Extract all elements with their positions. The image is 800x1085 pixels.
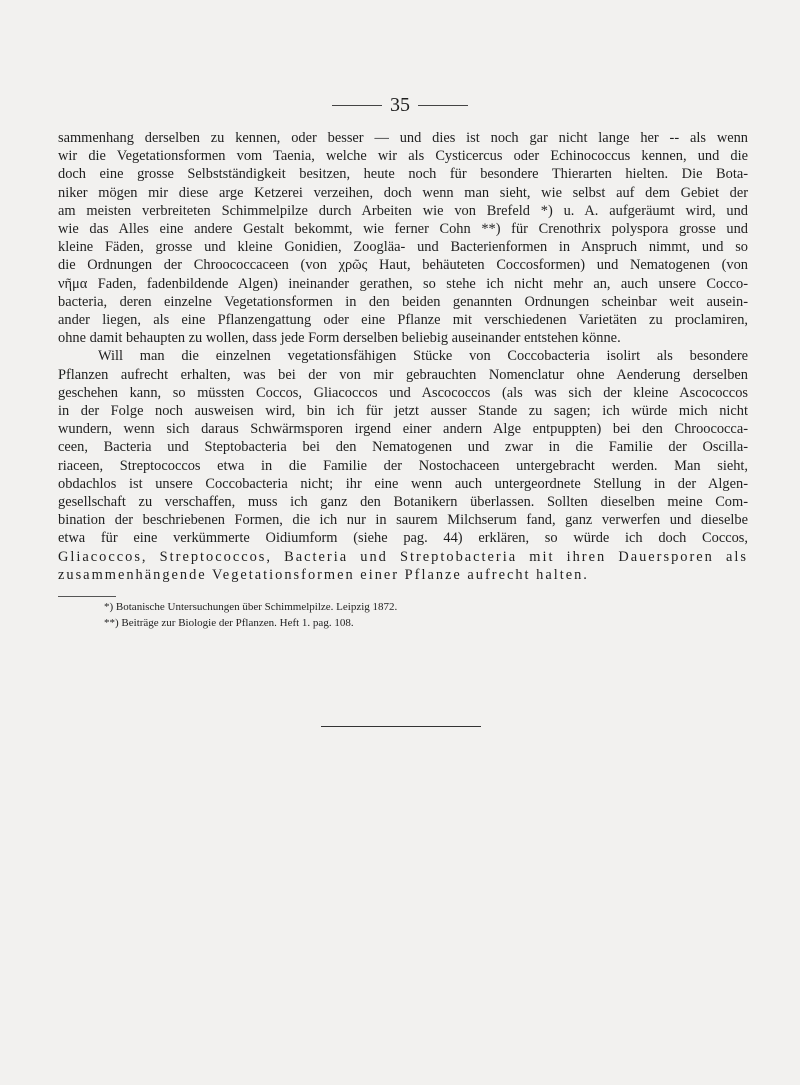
text-line: geschehen kann, so müssten Coccos, Gliacoccos und Ascococcos (als was sich der kleine Ascococcos [58, 384, 748, 401]
text-line: obdachlos ist unsere Coccobacteria nicht; ihr eine wenn auch untergeordnete Stellung in der Algen- [58, 475, 748, 492]
footnote-1: *) Botanische Untersuchungen über Schimmelpilze. Leipzig 1872. [104, 601, 398, 613]
body-text [58, 129, 748, 584]
text-line: etwa für eine verkümmerte Oidiumform (siehe pag. 44) erklären, so würde ich doch Coccos, [58, 530, 748, 547]
text-line: Will man die einzelnen vegetationsfähigen Stücke von Coccobacteria isolirt als besondere [98, 348, 748, 365]
text-line: ohne damit behaupten zu wollen, dass jede Form derselben beliebig auseinander entstehen könne. [58, 330, 621, 347]
paragraph-1 [58, 129, 748, 347]
footnote-divider [58, 596, 116, 597]
text-line: sammenhang derselben zu kennen, oder besser — und dies ist noch gar nicht lange her -- als wenn [58, 130, 748, 146]
text-line: wundern, wenn sich daraus Schwärmsporen irgend einer andern Alge entpuppten) bei den Chroococca- [58, 421, 748, 438]
text-line: die Ordnungen der Chroococcaceen (von χρῶς Haut, behäuteten Coccosformen) und Nematogenen (von [58, 257, 748, 274]
text-line: Gliacoccos, Streptococcos, Bacteria und Streptobacteria mit ihren Dauersporen als [58, 548, 748, 565]
text-line: kleine Fäden, grosse und kleine Gonidien, Zoogläa- und Bacterienformen in Anspruch nimmt, und so [58, 239, 748, 256]
page-number-row [0, 95, 800, 115]
text-line: in der Folge noch ausweisen wird, bin ich für jetzt ausser Stande zu sagen; ich würde mich nicht [58, 403, 748, 420]
footnote-2: **) Beiträge zur Biologie der Pflanzen. Heft 1. pag. 108. [104, 616, 354, 629]
text-line: Pflanzen aufrecht erhalten, was bei der von mir gebrauchten Nomenclatur ohne Aenderung derselben [58, 366, 748, 383]
text-line: am meisten verbreiteten Schimmelpilze durch Arbeiten wie von Brefeld *) u. A. aufgeräumt wird, und [58, 202, 748, 219]
text-line: riaceen, Streptococcos etwa in die Familie der Nostochaceen untergebracht werden. Man sieht, [58, 457, 748, 474]
text-line: niker mögen mir diese arge Ketzerei verzeihen, doch wenn man sieht, wie selbst auf dem Gebiet der [58, 184, 748, 201]
page-number: 35 [390, 94, 410, 116]
end-of-section-rule [321, 726, 481, 727]
page-number-left-rule [332, 105, 382, 106]
paragraph-2 [58, 347, 748, 584]
text-line: zusammenhängende Vegetationsformen einer Pflanze aufrecht halten. [58, 566, 589, 583]
text-line: ceen, Bacteria und Steptobacteria bei den Nematogenen und zwar in die Familie der Oscilla- [58, 439, 748, 456]
text-line: νῆμα Faden, fadenbildende Algen) ineinander gerathen, so stehe ich nicht mehr an, auch unsere Cocco- [58, 275, 748, 292]
text-line: wie das Alles eine andere Gestalt bekommt, wie ferner Cohn **) für Crenothrix polyspora grosse und [58, 221, 748, 238]
page-number-right-rule [418, 105, 468, 106]
text-line: bination der beschriebenen Formen, die ich nur in saurem Milchserum fand, ganz verwerfen und dieselbe [58, 512, 748, 529]
text-line: wir die Vegetationsformen vom Taenia, welche wir als Cysticercus oder Echinococcus kennen, und die [58, 148, 748, 165]
text-line: ander liegen, als eine Pflanzengattung oder eine Pflanze mit verschiedenen Varietäten zu proclamiren, [58, 312, 748, 329]
text-line: doch eine grosse Selbstständigkeit besitzen, heute noch für besondere Thierarten hielten. Die Bota- [58, 166, 748, 183]
text-line: bacteria, deren einzelne Vegetationsformen in den beiden genannten Ordnungen scheinbar weit ausein- [58, 293, 748, 310]
footnotes [104, 600, 704, 631]
text-line: gesellschaft zu verschaffen, muss ich ganz den Botanikern überlassen. Sollten dieselben meine Com- [58, 494, 748, 511]
